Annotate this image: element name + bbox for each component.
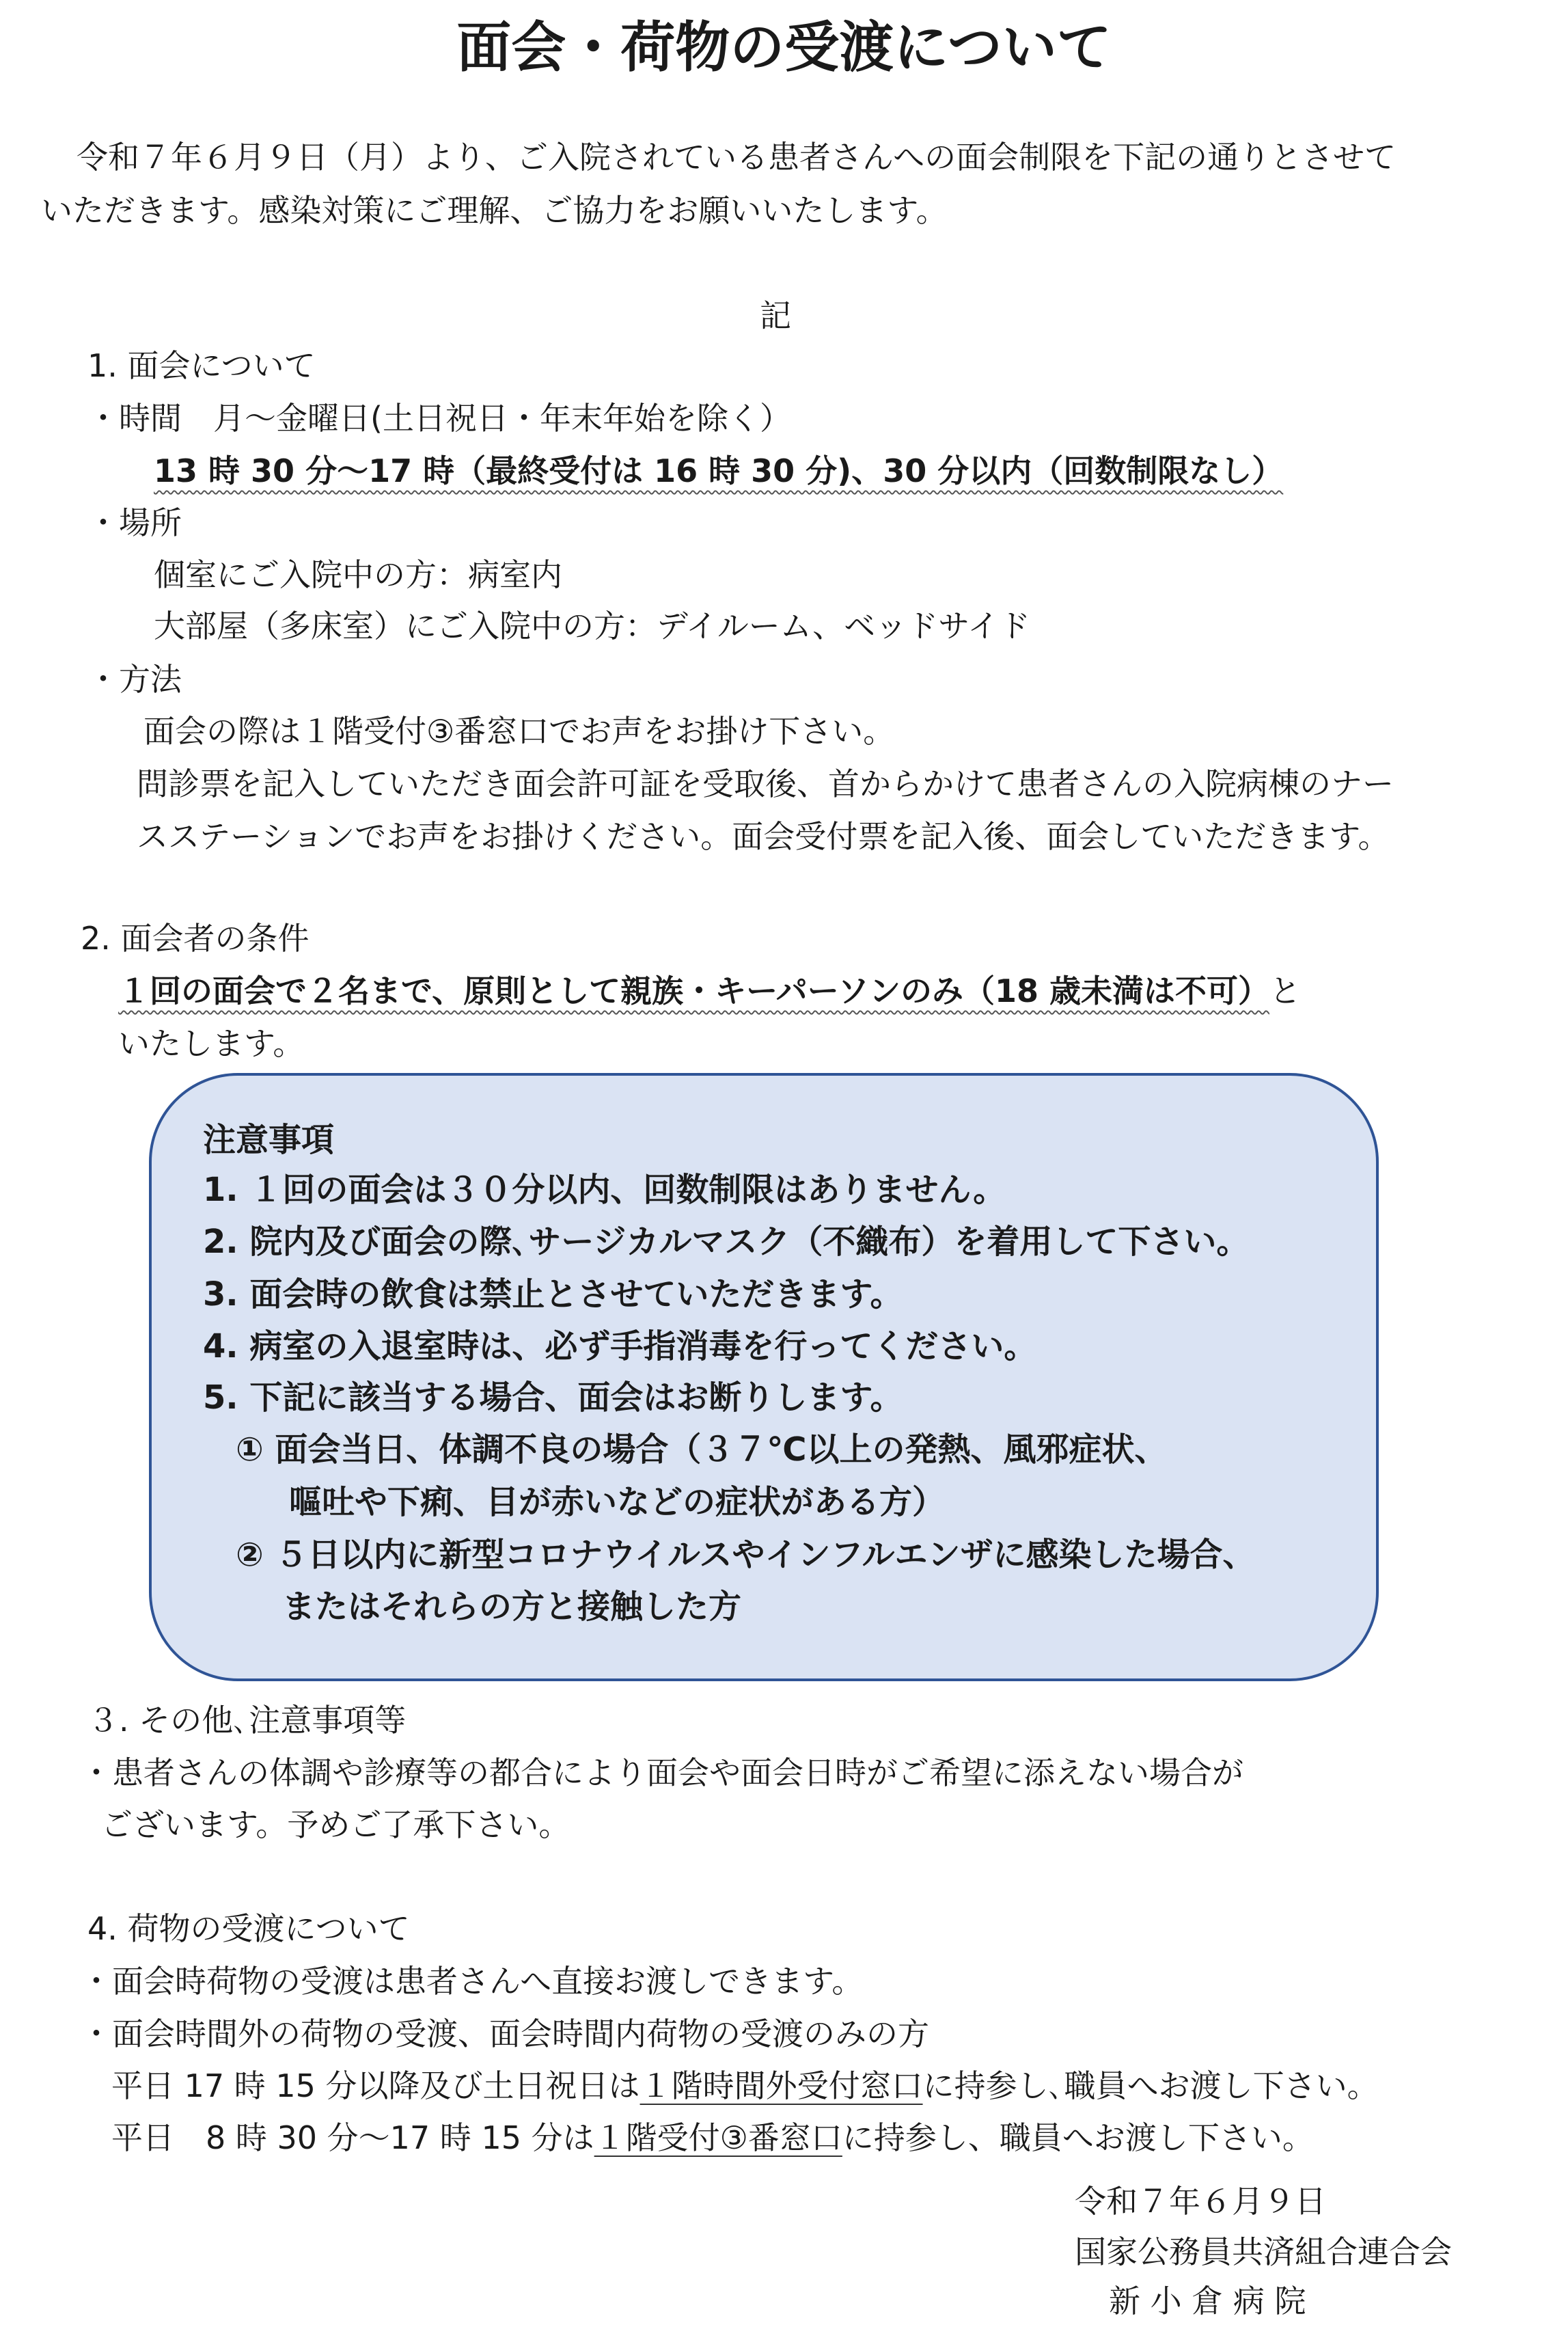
notice-heading: 注意事項 [203,1121,335,1159]
weekday-prefix: 平日 8 時 30 分～17 時 15 分は [111,2119,594,2156]
notice-item-5: 5. 下記に該当する場合、面会はお断りします。 [203,1378,903,1417]
notice-item-4: 4. 病室の入退室時は、必ず手指消毒を行ってください。 [203,1327,1037,1365]
notice-sub-2-line-2: またはそれらの方と接触した方 [282,1588,742,1626]
section4-heading: 4. 荷物の受渡について [87,1910,410,1947]
visitor-condition-line-1 [118,973,1301,1010]
notice-item-1: 1. １回の面会は３０分以内、回数制限はありません。 [203,1171,1006,1209]
visitor-condition-line-2: いたします。 [118,1025,305,1062]
after-hours-line [111,2067,1379,2105]
visitor-condition-emphasis: １回の面会で２名まで、原則として親族・キーパーソンのみ（18 歳未満は不可） [118,973,1269,1009]
after-hours-window: １階時間外受付窓口 [639,2067,923,2104]
notice-sub-1-line-2: 嘔吐や下痢、目が赤いなどの症状がある方） [289,1483,946,1521]
notice-item-2: 2. 院内及び面会の際､サージカルマスク（不織布）を着用して下さい。 [203,1223,1250,1261]
page-title: 面会・荷物の受渡について [456,16,1112,79]
notice-sub-1-line-1: ① 面会当日、体調不良の場合（３７℃以上の発熱、風邪症状、 [236,1430,1168,1469]
after-hours-suffix: に持参し､職員へお渡し下さい。 [922,2067,1379,2104]
after-hours-prefix: 平日 17 時 15 分以降及び土日祝日は [111,2067,640,2104]
section2-heading: 2. 面会者の条件 [81,920,310,957]
notice-item-3: 3. 面会時の飲食は禁止とさせていただきます。 [203,1275,903,1314]
place-shared-room: 大部屋（多床室）にご入院中の方：デイルーム、ベッドサイド [154,608,1030,644]
time-label: ・時間 月～金曜日(土日祝日・年末年始を除く） [87,400,791,437]
section4-item-2: ・面会時間外の荷物の受渡、面会時間内荷物の受渡のみの方 [81,2015,929,2052]
ki-heading: 記 [760,297,791,334]
section4-item-1: ・面会時荷物の受渡は患者さんへ直接お渡しできます。 [81,1963,864,2000]
footer-organization: 国家公務員共済組合連合会 [1075,2233,1452,2270]
weekday-suffix: に持参し、職員へお渡し下さい。 [842,2119,1314,2156]
place-private-room: 個室にご入院中の方：病室内 [154,556,562,593]
section3-line-1: ・患者さんの体調や診療等の都合により面会や面会日時がご希望に添えない場合が [81,1754,1243,1791]
notice-sub-2-line-1: ② ５日以内に新型コロナウイルスやインフルエンザに感染した場合、 [236,1536,1256,1574]
section3-line-2: ございます。予めご了承下さい。 [101,1806,570,1843]
intro-line-1: 令和７年６月９日（月）より、ご入院されている患者さんへの面会制限を下記の通りとさせて [77,139,1397,176]
section1-heading: 1. 面会について [87,347,316,384]
intro-line-2: いただきます。感染対策にご理解、ご協力をお願いいたします。 [41,192,948,229]
weekday-window: １階受付③番窓口 [594,2119,842,2156]
section3-heading: ３. その他､注意事項等 [87,1702,407,1739]
visitor-condition-tail: と [1269,973,1301,1009]
method-label: ・方法 [87,661,182,698]
weekday-line [111,2119,1314,2157]
method-line-3: スステーションでお声をお掛けください。面会受付票を記入後、面会していただきます。 [137,818,1390,855]
method-line-2: 問診票を記入していただき面会許可証を受取後、首からかけて患者さんの入院病棟のナー [137,765,1394,802]
footer-date: 令和７年６月９日 [1075,2183,1326,2220]
time-detail: 13 時 30 分～17 時（最終受付は 16 時 30 分)、30 分以内（回数制限なし） [154,452,1284,489]
method-line-1: 面会の際は１階受付③番窓口でお声をお掛け下さい。 [143,713,895,750]
footer-hospital: 新 小 倉 病 院 [1109,2283,1306,2320]
place-label: ・場所 [87,504,182,541]
